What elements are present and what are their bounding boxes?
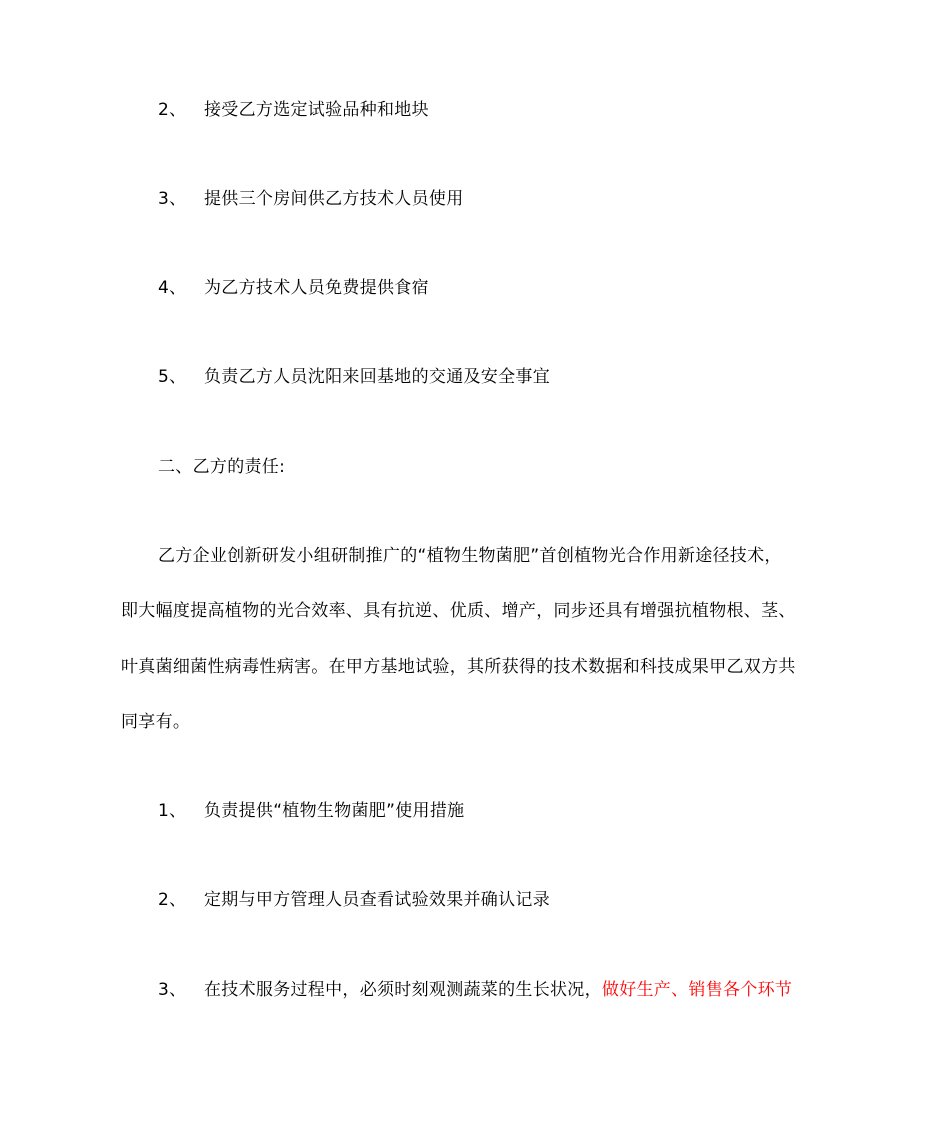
list-item-number: 3、	[158, 980, 187, 1000]
list-item	[158, 99, 429, 121]
list-item-number: 2、	[158, 100, 187, 120]
list-item	[158, 188, 464, 210]
list-item	[158, 366, 550, 388]
list-item	[158, 800, 464, 822]
list-item-number: 3、	[158, 189, 187, 209]
list-item-number: 5、	[158, 367, 187, 387]
list-item-number: 4、	[158, 278, 187, 298]
list-item	[158, 979, 792, 1001]
list-item-number: 2、	[158, 890, 187, 910]
list-item-text: 接受乙方选定试验品种和地块	[204, 100, 429, 120]
highlighted-text: 做好生产、销售各个环节	[601, 980, 793, 1000]
list-item-text: 提供三个房间供乙方技术人员使用	[204, 189, 464, 209]
list-item-text: 为乙方技术人员免费提供食宿	[204, 278, 429, 298]
list-item-text: 定期与甲方管理人员查看试验效果并确认记录	[204, 890, 550, 910]
paragraph-line: 即大幅度提高植物的光合效率、具有抗逆、优质、增产，同步还具有增强抗植物根、茎、	[121, 601, 796, 621]
paragraph-line: 同享有。	[121, 712, 191, 732]
list-item-number: 1、	[158, 801, 187, 821]
list-item-text: 负责乙方人员沈阳来回基地的交通及安全事宜	[204, 367, 550, 387]
paragraph-line: 叶真菌细菌性病毒性病害。在甲方基地试验，其所获得的技术数据和科技成果甲乙双方共	[121, 657, 796, 677]
list-item	[158, 889, 550, 911]
list-item	[158, 277, 429, 299]
section-heading: 二、乙方的责任:	[158, 457, 286, 477]
paragraph-line: 乙方企业创新研发小组研制推广的“植物生物菌肥”首创植物光合作用新途径技术，	[158, 546, 782, 566]
list-item-text: 负责提供“植物生物菌肥”使用措施	[204, 801, 465, 821]
list-item-text: 在技术服务过程中，必须时刻观测蔬菜的生长状况，	[204, 980, 602, 1000]
